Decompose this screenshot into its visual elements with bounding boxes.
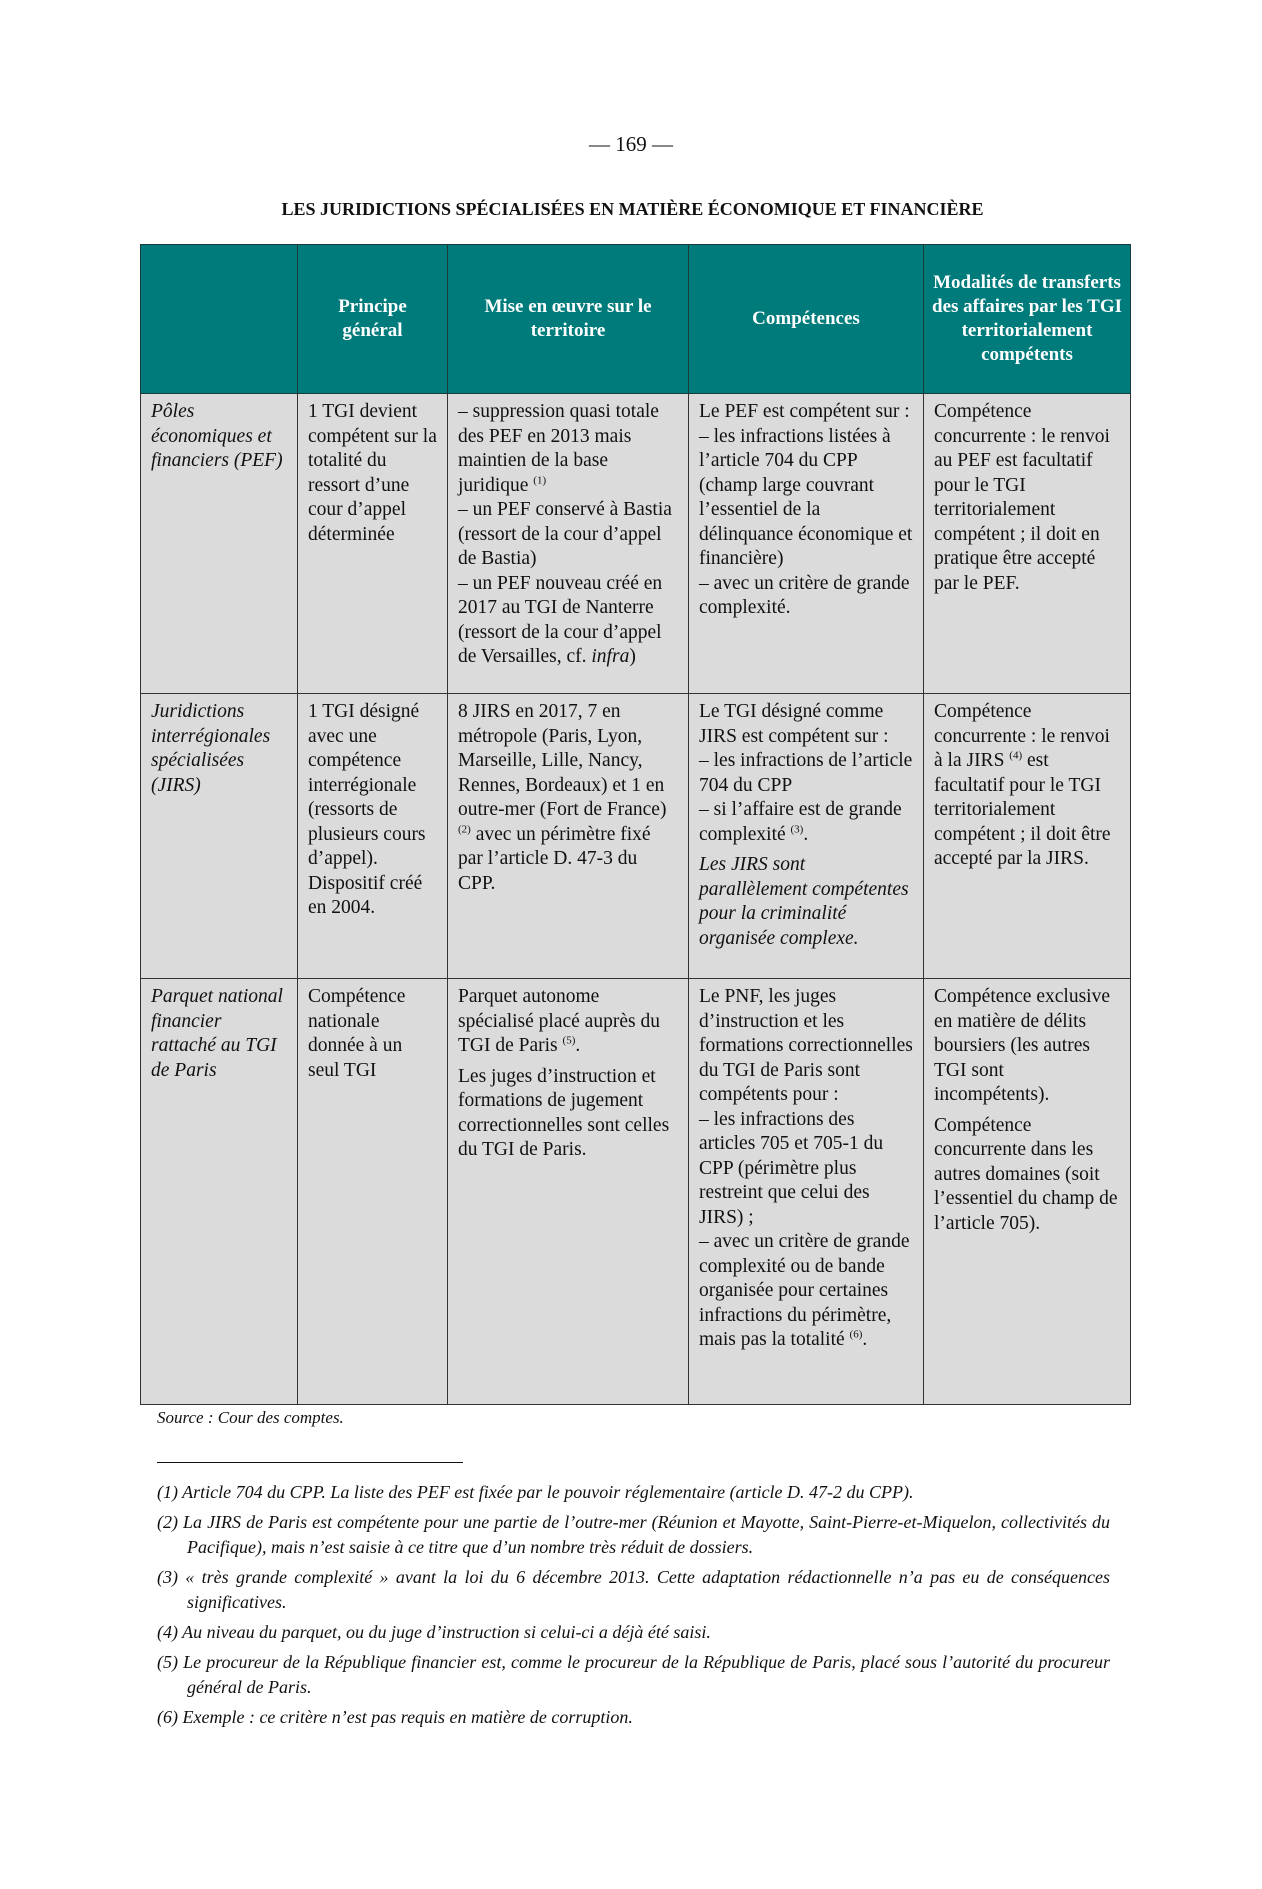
cell-mise-en-oeuvre: 8 JIRS en 2017, 7 en métropole (Paris, Lyon, Marseille, Lille, Nancy, Rennes, Bordeaux) et 1 en outre-mer (Fort de France) $^{(2)}$ avec un périmètre fixé par l’article D. 47-3 du CPP.	[448, 694, 689, 979]
page-number: — 169 —	[589, 132, 673, 156]
cell-principe: 1 TGI devient compétent sur la totalité du ressort d’une cour d’appel déterminée	[298, 394, 448, 694]
table-row	[141, 979, 1131, 1405]
footnote-ref: (6)	[849, 1328, 863, 1341]
header-competences: Compétences	[689, 245, 924, 394]
table-header-row	[141, 245, 1131, 394]
footnote-ref: (4)	[1009, 749, 1023, 762]
cell-modalites: Compétence concurrente : le renvoi à la JIRS $^{(4)}$ est facultatif pour le TGI territorialement compétent ; il doit être accepté par la JIRS.	[924, 694, 1131, 979]
page-title: LES JURIDICTIONS SPÉCIALISÉES EN MATIÈRE ÉCONOMIQUE ET FINANCIÈRE	[281, 199, 984, 219]
header-principe: Principe général	[298, 245, 448, 394]
footnotes	[157, 1480, 1110, 1735]
cell-competences: Le TGI désigné comme JIRS est compétent sur : – les infractions de l’article 704 du CPP – si l’affaire est de grande complexité $^{(3)}$. Les JIRS sont parallèlement compétentes pour la criminalité organisée complexe.	[689, 694, 924, 979]
cell-modalites: Compétence exclusive en matière de délits boursiers (les autres TGI sont incompétents). Compétence concurrente dans les autres domaines (soit l’essentiel du champ de l’article 705).	[924, 979, 1131, 1405]
header-empty	[141, 245, 298, 394]
footnote: (3) « très grande complexité » avant la loi du 6 décembre 2013. Cette adaptation rédactionnelle n’a pas eu de conséquences significatives.	[157, 1567, 1110, 1612]
cell-competences: Le PEF est compétent sur : – les infractions listées à l’article 704 du CPP (champ large couvrant l’essentiel de la délinquance économique et financière) – avec un critère de grande complexité.	[689, 394, 924, 694]
cell-mise-en-oeuvre: Parquet autonome spécialisé placé auprès du TGI de Paris $^{(5)}$. Les juges d’instruction et formations de jugement correctionnelles sont celles du TGI de Paris.	[448, 979, 689, 1405]
footnote-divider	[157, 1462, 463, 1463]
footnote-ref: (2)	[458, 823, 471, 835]
cell-modalites: Compétence concurrente : le renvoi au PEF est facultatif pour le TGI territorialement compétent ; il doit en pratique être accepté par le PEF.	[924, 394, 1131, 694]
row-label: Pôles économiques et financiers (PEF)	[141, 394, 298, 694]
footnote-ref: (1)	[533, 474, 547, 486]
table-row	[141, 694, 1131, 979]
jurisdictions-table	[140, 244, 1131, 1405]
footnote: (1) Article 704 du CPP. La liste des PEF est fixée par le pouvoir réglementaire (article D. 47-2 du CPP).	[157, 1482, 914, 1502]
table-row	[141, 394, 1131, 694]
footnote: (6) Exemple : ce critère n’est pas requis en matière de corruption.	[157, 1707, 633, 1727]
cell-principe: 1 TGI désigné avec une compétence interrégionale (ressorts de plusieurs cours d’appel). Dispositif créé en 2004.	[298, 694, 448, 979]
footnote-ref: (3)	[790, 823, 804, 835]
header-modalites: Modalités de transferts des affaires par les TGI territorialement compétents	[924, 245, 1131, 394]
footnote: (4) Au niveau du parquet, ou du juge d’instruction si celui-ci a déjà été saisi.	[157, 1622, 711, 1642]
header-mise-en-oeuvre: Mise en œuvre sur le territoire	[448, 245, 689, 394]
row-label: Parquet national financier rattaché au TGI de Paris	[141, 979, 298, 1405]
cell-competences: Le PNF, les juges d’instruction et les formations correctionnelles du TGI de Paris sont compétents pour : – les infractions des articles 705 et 705-1 du CPP (périmètre plus restreint que celui des JIRS) ; – avec un critère de grande complexité ou de bande organisée pour certaines infractions du périmètre, mais pas la totalité $^{(6)}$.	[689, 979, 924, 1405]
footnote-ref: (5)	[562, 1034, 576, 1047]
footnote: (5) Le procureur de la République financier est, comme le procureur de la République de Paris, placé sous l’autorité du procureur général de Paris.	[157, 1652, 1110, 1697]
footnote: (2) La JIRS de Paris est compétente pour une partie de l’outre-mer (Réunion et Mayotte, Saint-Pierre-et-Miquelon, collectivités du Pacifique), mais n’est saisie à ce titre que d’un nombre très réduit de dossiers.	[157, 1512, 1110, 1557]
cell-principe: Compétence nationale donnée à un seul TGI	[298, 979, 448, 1405]
cell-mise-en-oeuvre: – suppression quasi totale des PEF en 2013 mais maintien de la base juridique $^{(1)}$ – un PEF conservé à Bastia (ressort de la cour d’appel de Bastia) – un PEF nouveau créé en 2017 au TGI de Nanterre (ressort de la cour d’appel de Versailles, cf. infra)	[448, 394, 689, 694]
table-source: Source : Cour des comptes.	[157, 1408, 344, 1427]
row-label: Juridictions interrégionales spécialisées (JIRS)	[141, 694, 298, 979]
